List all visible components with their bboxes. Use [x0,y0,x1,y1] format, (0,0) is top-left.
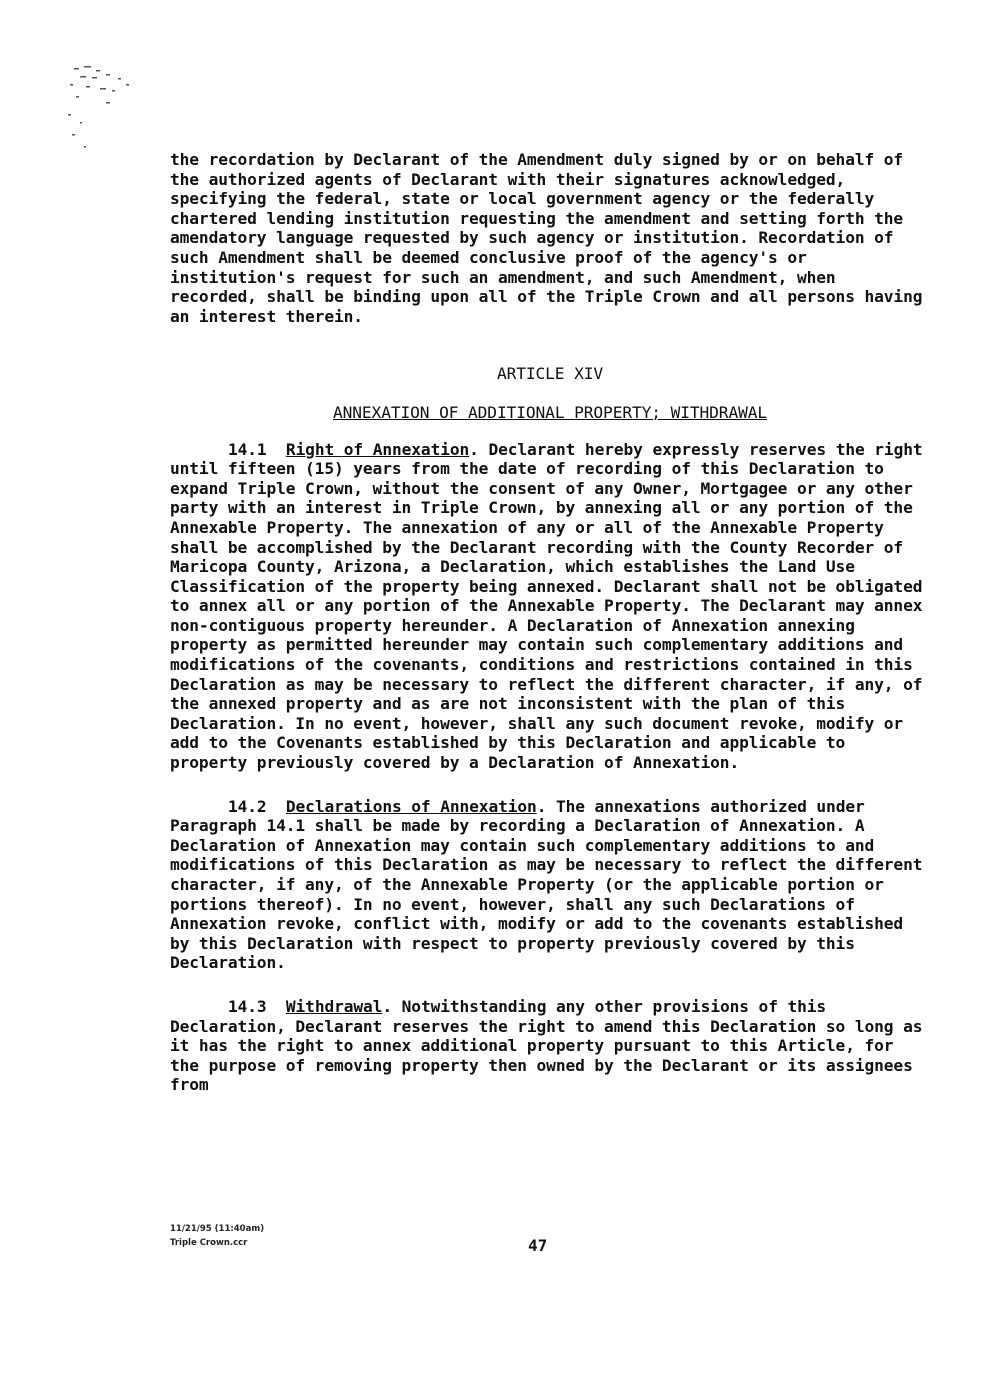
footer-filename: Triple Crown.ccr [170,1238,248,1248]
footer-date: 11/21/95 (11:40am) [170,1224,265,1234]
page-number: 47 [528,1236,548,1255]
section-text: . The annexations authorized under Paragraph 14.1 shall be made by recording a Declaration of Annexation. A Declaration of Annexation may contain such complementary additions to and modifications of this Declaration as may be necessary to reflect the different character, if any, of the Annexable Property (or the applicable portion or portions thereof). In no event, however, shall any such Declarations of Annexation revoke, conflict with, modify or add to the covenants established by this Declaration with respect to property previously covered by this Declaration. [170,796,923,973]
footer-file-info [170,1222,264,1250]
article-subheading: ANNEXATION OF ADDITIONAL PROPERTY; WITHDRAWAL [332,402,768,422]
section-number: 14.3 [228,996,267,1016]
section-title: Declarations of Annexation [285,796,537,816]
continuation-paragraph: the recordation by Declarant of the Amendment duly signed by or on behalf of the authorized agents of Declarant with their signatures acknowledged, specifying the federal, state or local government agency or the federally chartered lending institution requesting the amendment and setting forth the amendatory language requested by such agency or institution. Recordation of such Amendment shall be deemed conclusive proof of the agency's or institution's request for such an amendment, and such Amendment, when recorded, shall be binding upon all of the Triple Crown and all persons having an interest therein. [170,150,923,326]
section-number: 14.2 [228,796,267,816]
section-text: . Declarant hereby expressly reserves the right until fifteen (15) years from the date of recording of this Declaration to expand Triple Crown, without the consent of any Owner, Mortgagee or any other party with an interest in Triple Crown, by annexing all or any portion of the Annexable Property. The annexation of any or all of the Annexable Property shall be accomplished by the Declarant recording with the County Recorder of Maricopa County, Arizona, a Declaration, which establishes the Land Use Classification of the property being annexed. Declarant shall not be obligated to annex all or any portion of the Annexable Property. The Declarant may annex non-contiguous property hereunder. A Declaration of Annexation annexing property as permitted hereunder may contain such complementary additions and modifications of the covenants, conditions and restrictions contained in this Declaration as may be necessary to reflect the different character, if any, of the annexed property and as are not inconsistent with the plan of this Declaration. In no event, however, shall any such document revoke, modify or add to the Covenants established by this Declaration and applicable to property previously covered by a Declaration of Annexation. [170,439,923,773]
section-text: . Notwithstanding any other provisions of this Declaration, Declarant reserves the right to amend this Declaration so long as it has the right to annex additional property pursuant to this Article, for the purpose of removing property then owned by the Declarant or its assignees from [170,996,923,1095]
section-title: Withdrawal [285,996,383,1016]
section-14-3 [170,997,930,1095]
section-14-1 [170,440,930,773]
section-14-2 [170,797,930,973]
document-body [170,150,930,1095]
section-number: 14.1 [228,439,267,459]
section-title: Right of Annexation [285,439,470,459]
scan-speckle-artifact [62,62,182,162]
article-heading: ARTICLE XIV [496,364,604,384]
